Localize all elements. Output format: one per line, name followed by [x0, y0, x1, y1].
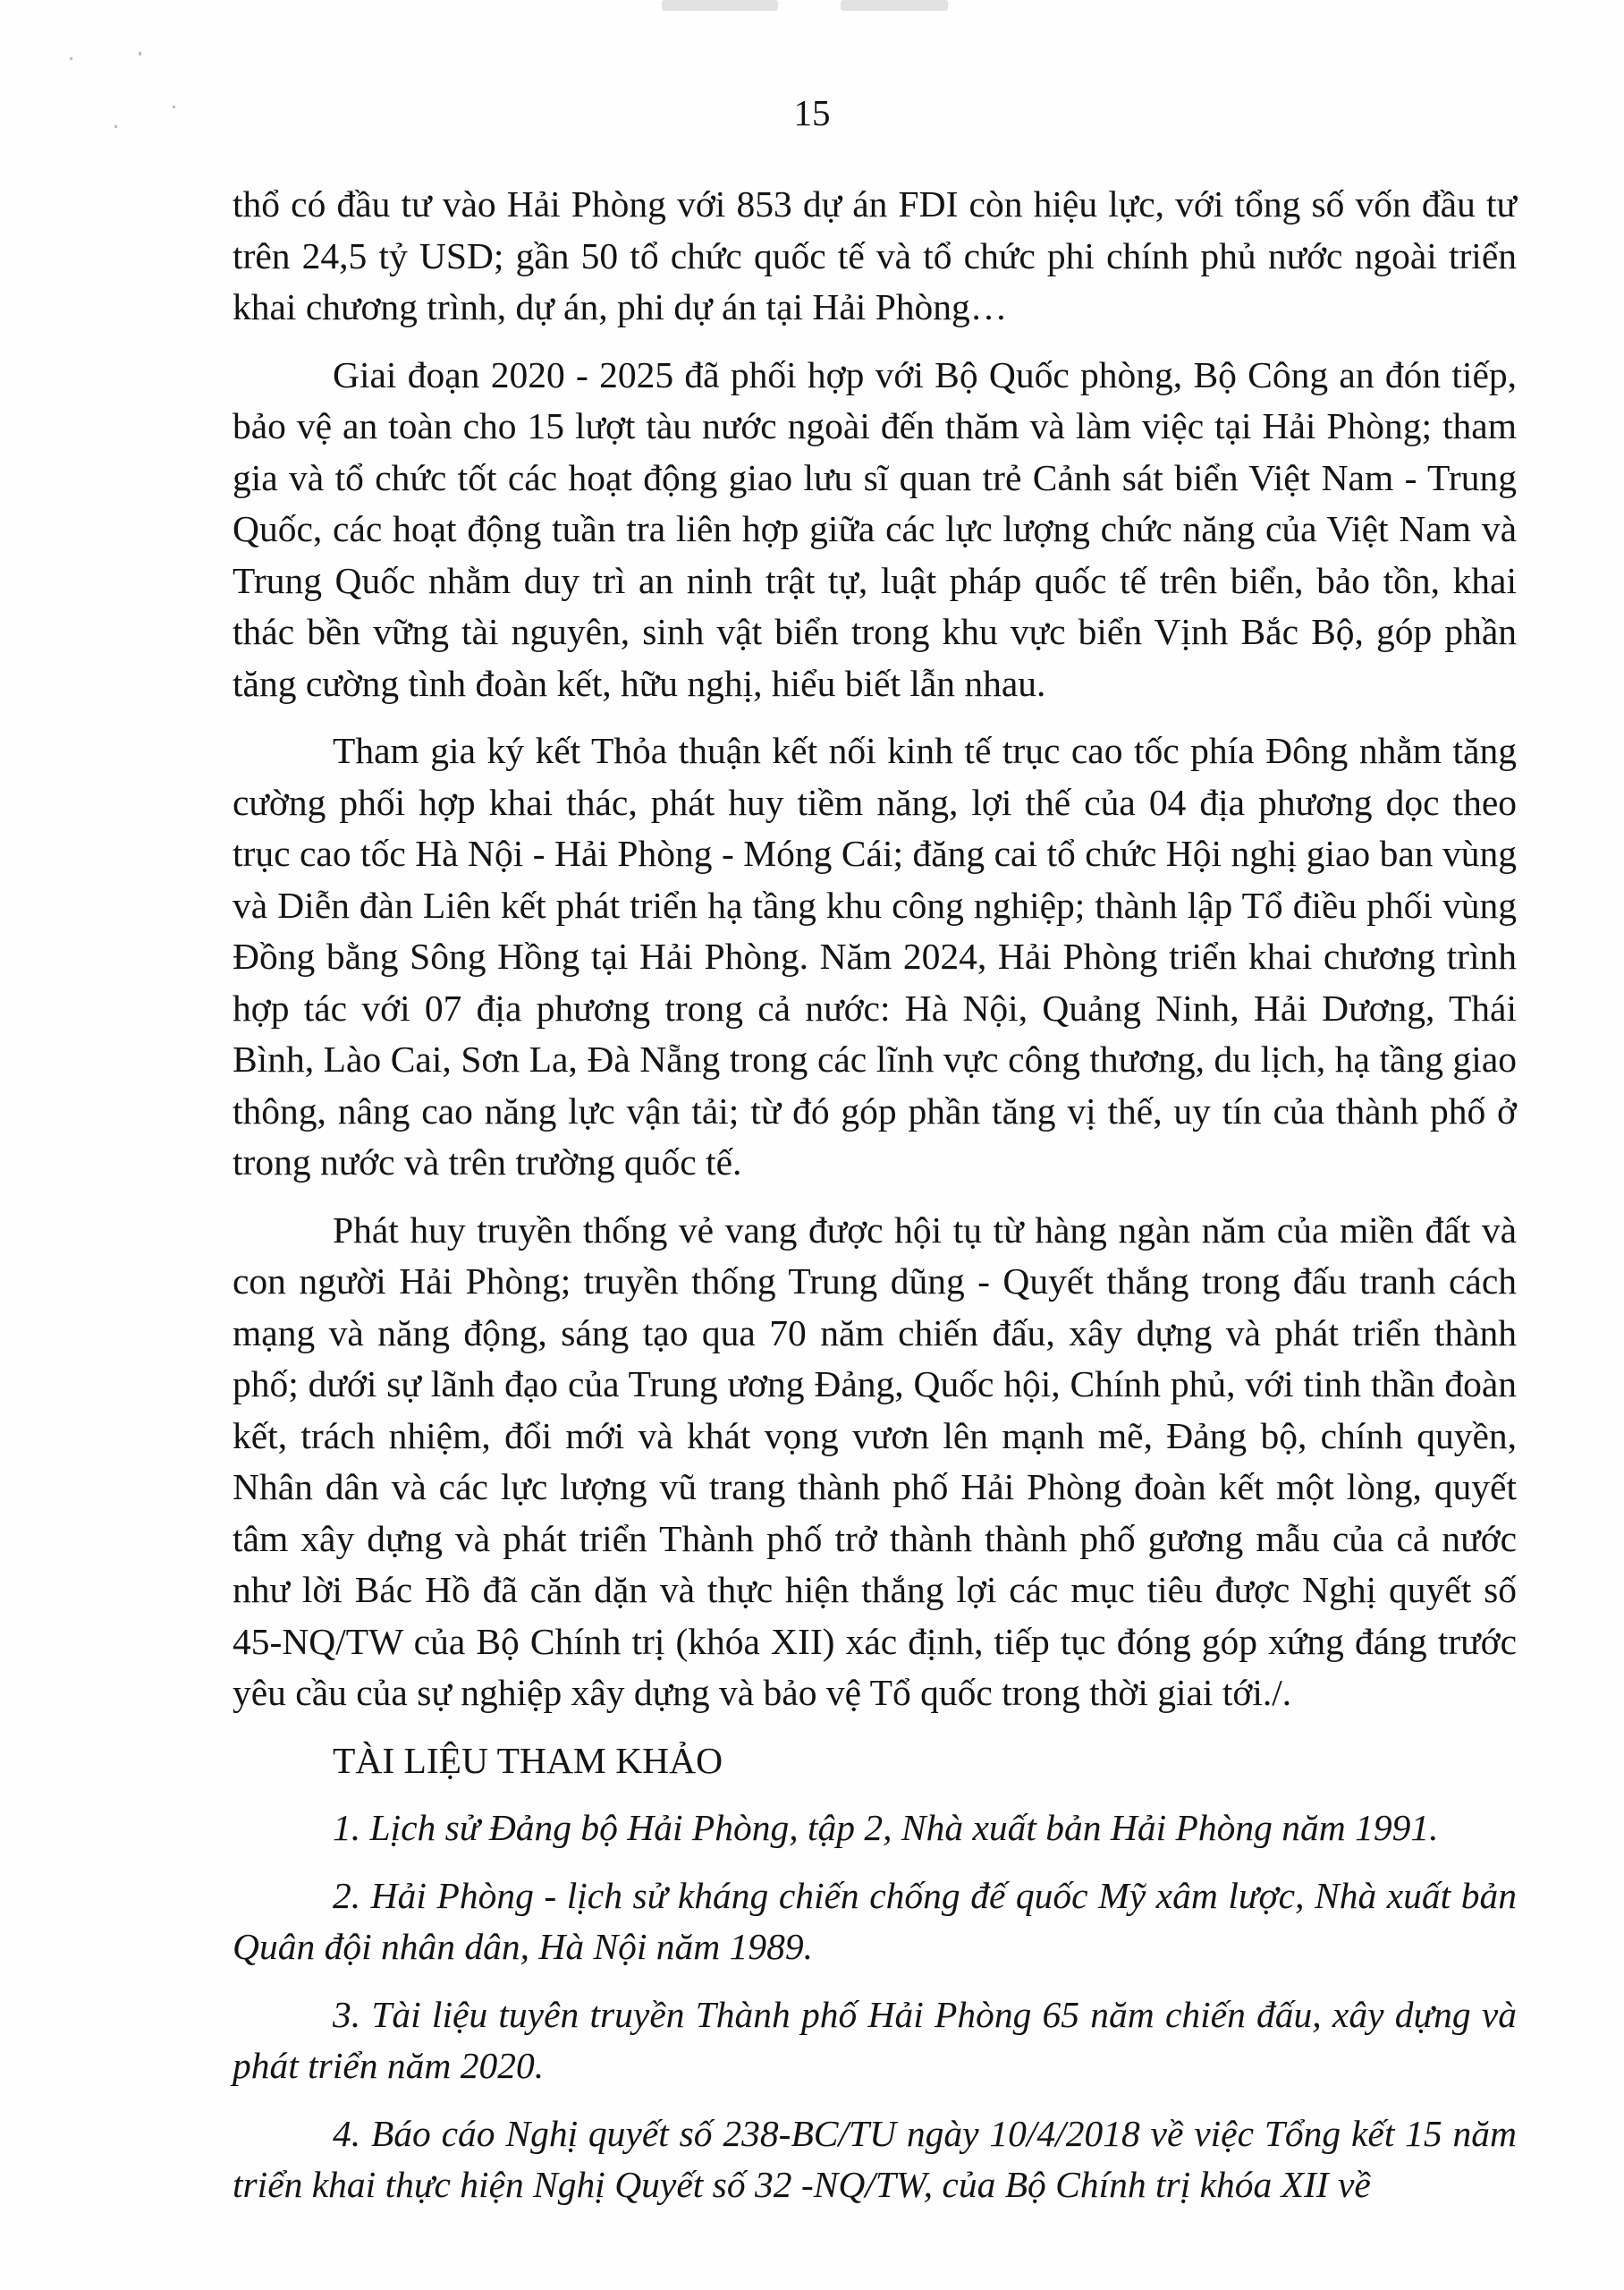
document-body — [233, 179, 1517, 2227]
reference-item: 1. Lịch sử Đảng bộ Hải Phòng, tập 2, Nhà xuất bản Hải Phòng năm 1991. — [333, 1807, 1439, 1848]
paragraph: Phát huy truyền thống vẻ vang được hội tụ từ hàng ngàn năm của miền đất và con người Hải Phòng; truyền thống Trung dũng - Quyết thắng trong đấu tranh cách mạng và năng động, sáng tạo qua 70 năm chiến đấu, xây dựng và phát triển thành phố; dưới sự lãnh đạo của Trung ương Đảng, Quốc hội, Chính phủ, với tinh thần đoàn kết, trách nhiệm, đổi mới và khát vọng vươn lên mạnh mẽ, Đảng bộ, chính quyền, Nhân dân và các lực lượng vũ trang thành phố Hải Phòng đoàn kết một lòng, quyết tâm xây dựng và phát triển Thành phố trở thành thành phố gương mẫu của cả nước như lời Bác Hồ đã căn dặn và thực hiện thắng lợi các mục tiêu được Nghị quyết số 45-NQ/TW của Bộ Chính trị (khóa XII) xác định, tiếp tục đóng góp xứng đáng trước yêu cầu của sự nghiệp xây dựng và bảo vệ Tổ quốc trong thời giai tới./. — [233, 1209, 1517, 1713]
scan-smudge — [841, 0, 948, 11]
paragraph: Tham gia ký kết Thỏa thuận kết nối kinh tế trục cao tốc phía Đông nhằm tăng cường phối hợp khai thác, phát huy tiềm năng, lợi thế của 04 địa phương dọc theo trục cao tốc Hà Nội - Hải Phòng - Móng Cái; đăng cai tổ chức Hội nghị giao ban vùng và Diễn đàn Liên kết phát triển hạ tầng khu công nghiệp; thành lập Tổ điều phối vùng Đồng bằng Sông Hồng tại Hải Phòng. Năm 2024, Hải Phòng triển khai chương trình hợp tác với 07 địa phương trong cả nước: Hà Nội, Quảng Ninh, Hải Dương, Thái Bình, Lào Cai, Sơn La, Đà Nẵng trong các lĩnh vực công thương, du lịch, hạ tầng giao thông, nâng cao năng lực vận tải; từ đó góp phần tăng vị thế, uy tín của thành phố ở trong nước và trên trường quốc tế. — [233, 730, 1517, 1183]
references-heading: TÀI LIỆU THAM KHẢO — [333, 1739, 723, 1781]
scan-speck — [70, 57, 72, 60]
reference-item: 2. Hải Phòng - lịch sử kháng chiến chống đế quốc Mỹ xâm lược, Nhà xuất bản Quân đội nhân dân, Hà Nội năm 1989. — [233, 1874, 1517, 1967]
scan-smudge — [662, 0, 778, 11]
page-number: 15 — [793, 92, 831, 133]
reference-item: 3. Tài liệu tuyên truyền Thành phố Hải Phòng 65 năm chiến đấu, xây dựng và phát triển năm 2020. — [233, 1993, 1517, 2086]
paragraph: thổ có đầu tư vào Hải Phòng với 853 dự án FDI còn hiệu lực, với tổng số vốn đầu tư trên 24,5 tỷ USD; gần 50 tổ chức quốc tế và tổ chức phi chính phủ nước ngoài triển khai chương trình, dự án, phi dự án tại Hải Phòng… — [233, 183, 1517, 327]
reference-item: 4. Báo cáo Nghị quyết số 238-BC/TU ngày 10/4/2018 về việc Tổng kết 15 năm triển khai thực hiện Nghị Quyết số 32 -NQ/TW, của Bộ Chính trị khóa XII về — [233, 2112, 1517, 2205]
paragraph: Giai đoạn 2020 - 2025 đã phối hợp với Bộ Quốc phòng, Bộ Công an đón tiếp, bảo vệ an toàn cho 15 lượt tàu nước ngoài đến thăm và làm việc tại Hải Phòng; tham gia và tổ chức tốt các hoạt động giao lưu sĩ quan trẻ Cảnh sát biển Việt Nam - Trung Quốc, các hoạt động tuần tra liên hợp giữa các lực lượng chức năng của Việt Nam và Trung Quốc nhằm duy trì an ninh trật tự, luật pháp quốc tế trên biển, bảo tồn, khai thác bền vững tài nguyên, sinh vật biển trong khu vực biển Vịnh Bắc Bộ, góp phần tăng cường tình đoàn kết, hữu nghị, hiểu biết lẫn nhau. — [233, 353, 1517, 704]
scan-speck — [139, 52, 141, 55]
